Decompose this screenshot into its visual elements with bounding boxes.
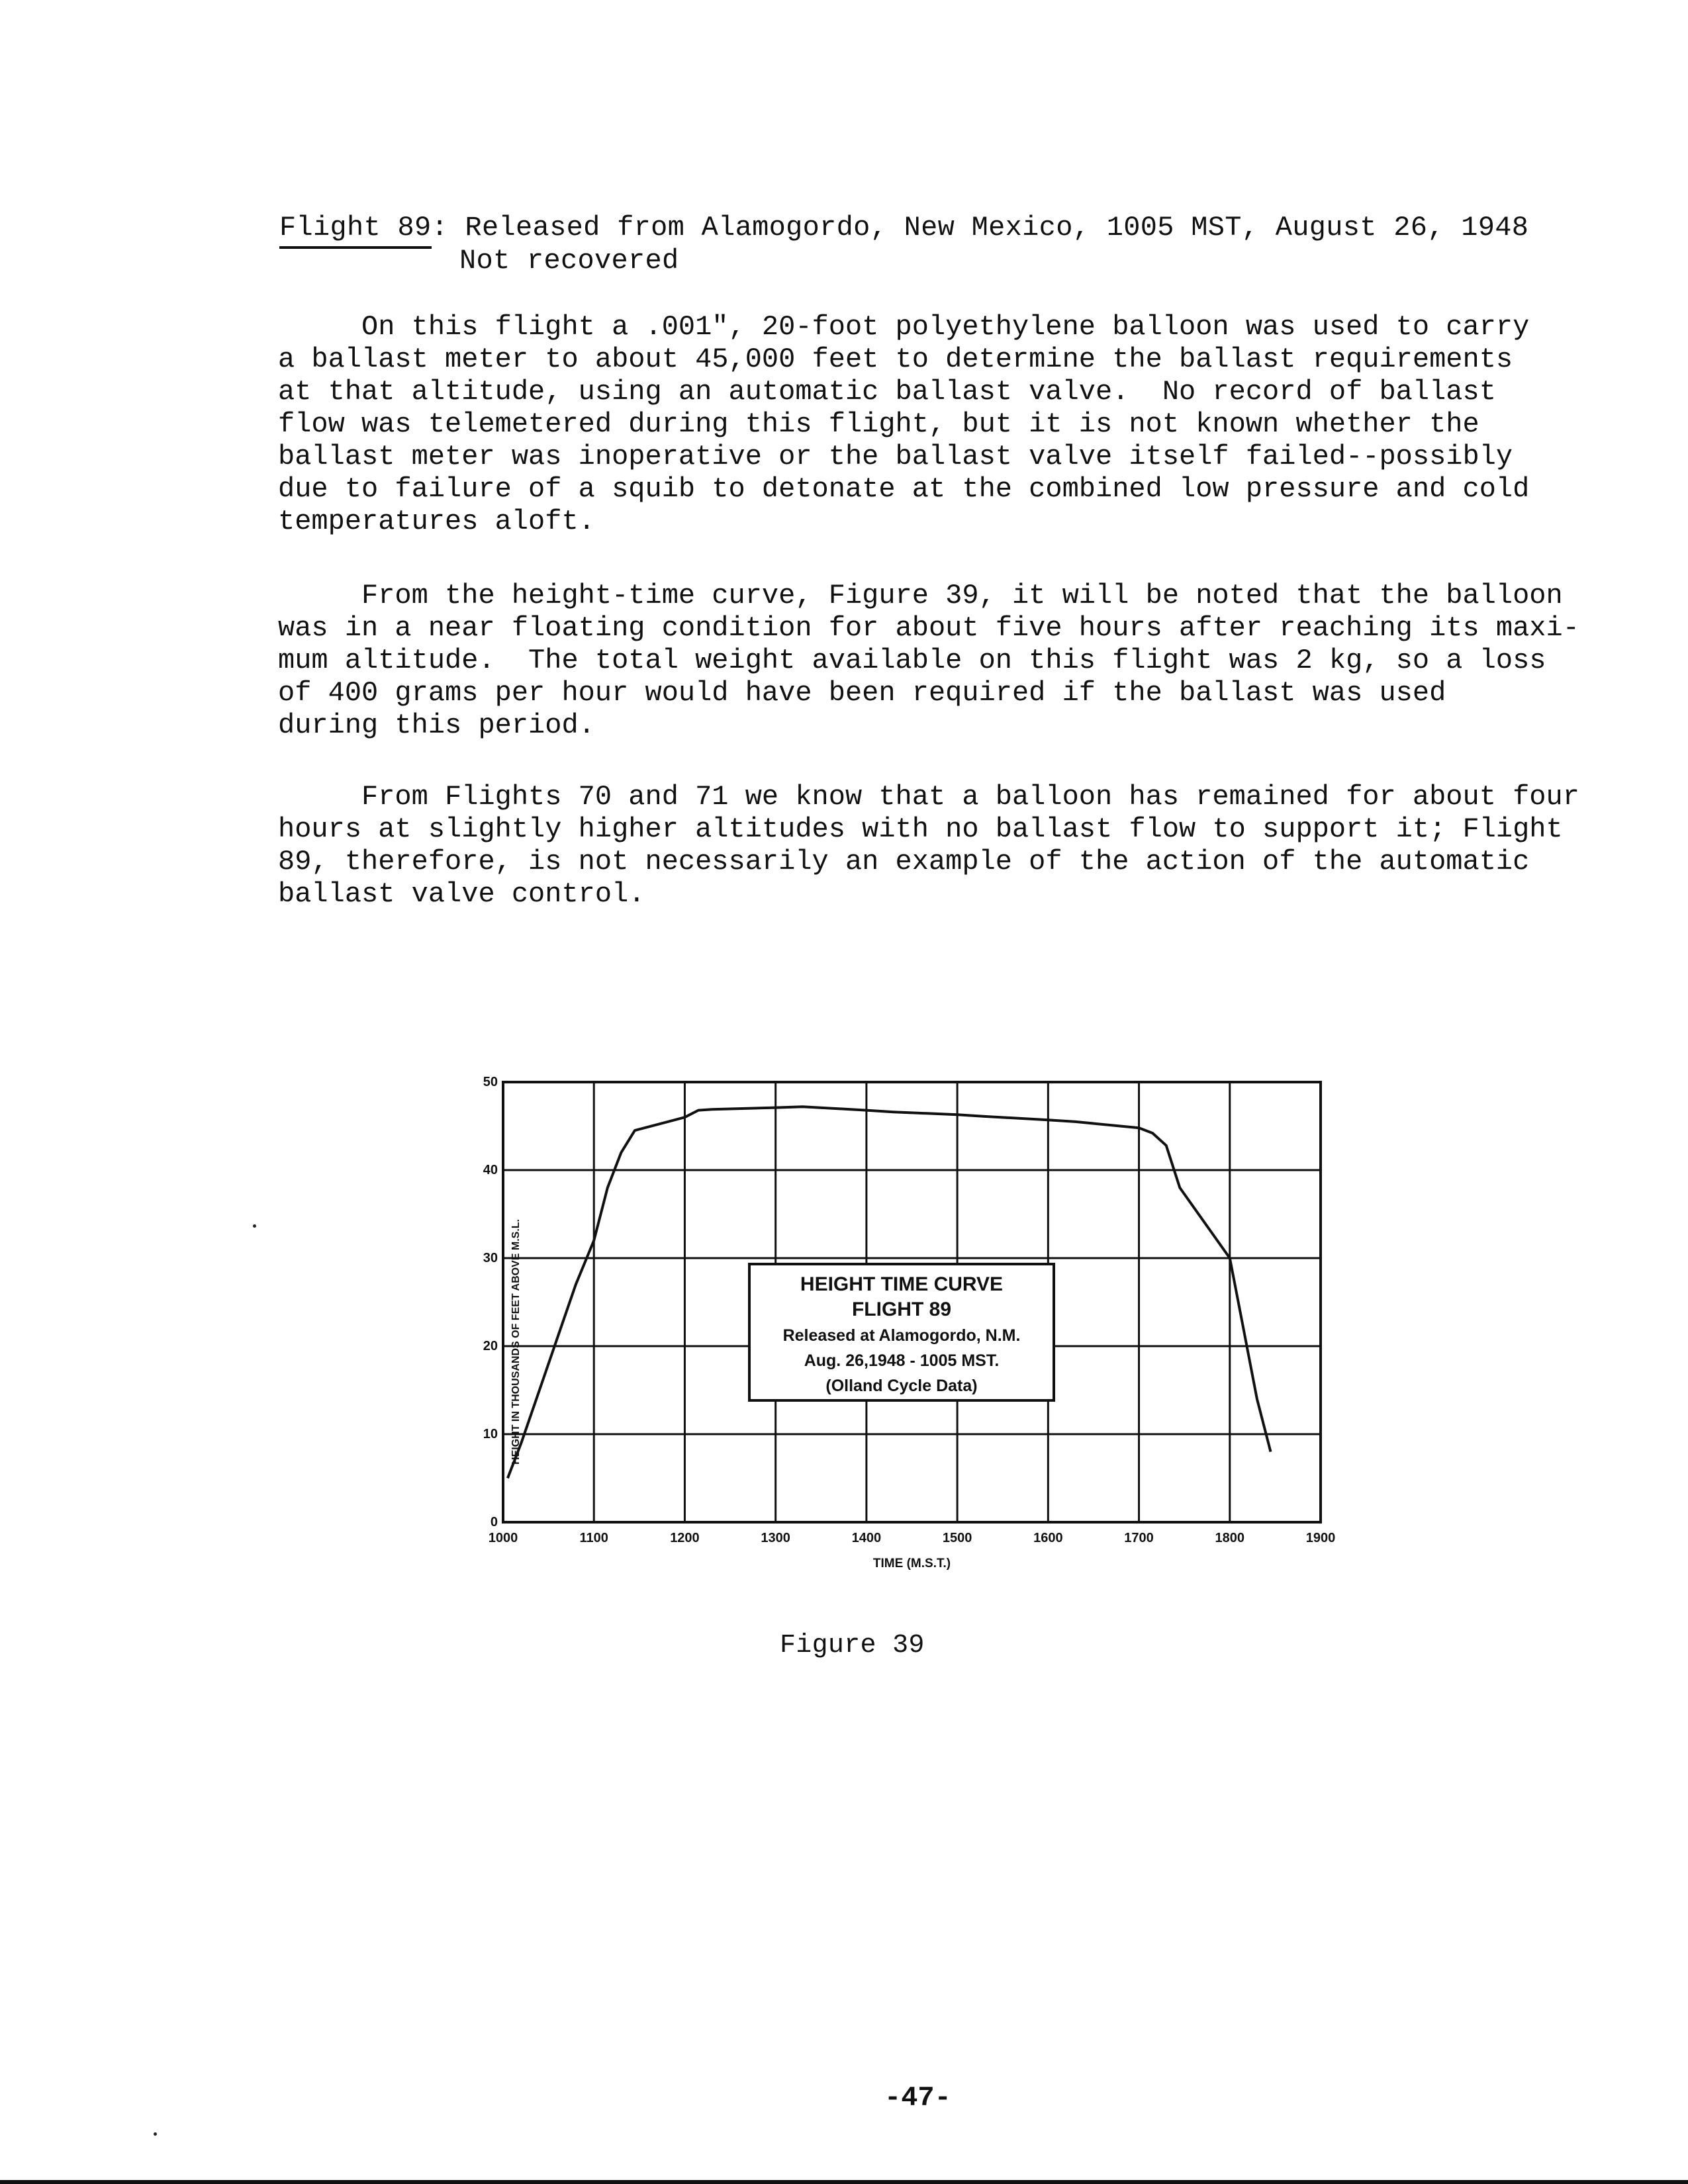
chart-title-line: FLIGHT 89 bbox=[851, 1298, 952, 1320]
y-tick-label: 0 bbox=[490, 1515, 498, 1529]
scan-speck bbox=[154, 2132, 157, 2136]
chart-title-line: Released at Alamogordo, N.M. bbox=[782, 1326, 1021, 1345]
x-tick-label: 1100 bbox=[579, 1531, 608, 1545]
flight-status: Not recovered bbox=[459, 245, 679, 277]
height-time-chart bbox=[463, 1066, 1350, 1582]
y-tick-label: 20 bbox=[483, 1339, 498, 1353]
chart-title-line: HEIGHT TIME CURVE bbox=[800, 1273, 1004, 1295]
paragraph-2 bbox=[278, 580, 1579, 742]
paragraph-line: mum altitude. The total weight available on this flight was 2 kg, so a loss bbox=[278, 645, 1546, 676]
y-tick-label: 40 bbox=[483, 1163, 498, 1177]
paragraph-line: hours at slightly higher altitudes with no ballast flow to support it; Flight bbox=[278, 813, 1563, 845]
y-tick-label: 30 bbox=[483, 1251, 498, 1265]
x-tick-label: 1000 bbox=[488, 1531, 518, 1545]
chart-title-line: (Olland Cycle Data) bbox=[825, 1377, 978, 1395]
chart-title-line: Aug. 26,1948 - 1005 MST. bbox=[804, 1351, 1000, 1370]
paragraph-line: was in a near floating condition for about five hours after reaching its maxi- bbox=[278, 612, 1579, 644]
paragraph-line: during this period. bbox=[278, 709, 595, 741]
page-number: -47- bbox=[884, 2082, 951, 2114]
x-tick-label: 1800 bbox=[1215, 1531, 1245, 1545]
paragraph-line: 89, therefore, is not necessarily an example of the action of the automatic bbox=[278, 846, 1530, 878]
paragraph-line: due to failure of a squib to detonate at the combined low pressure and cold bbox=[278, 473, 1530, 505]
x-tick-label: 1700 bbox=[1124, 1531, 1154, 1545]
paragraph-line: of 400 grams per hour would have been required if the ballast was used bbox=[278, 677, 1446, 709]
paragraph-line: On this flight a .001", 20-foot polyethylene balloon was used to carry bbox=[278, 311, 1530, 343]
paragraph-line: From the height-time curve, Figure 39, it will be noted that the balloon bbox=[278, 580, 1563, 612]
x-tick-label: 1300 bbox=[761, 1531, 790, 1545]
paragraph-1 bbox=[278, 311, 1569, 538]
paragraph-line: ballast meter was inoperative or the ballast valve itself failed--possibly bbox=[278, 441, 1513, 473]
figure-caption: Figure 39 bbox=[780, 1631, 925, 1661]
paragraph-3 bbox=[278, 781, 1579, 911]
paragraph-line: temperatures aloft. bbox=[278, 506, 595, 537]
paragraph-line: a ballast meter to about 45,000 feet to determine the ballast requirements bbox=[278, 343, 1513, 375]
y-tick-label: 50 bbox=[483, 1075, 498, 1089]
y-axis-label: HEIGHT IN THOUSANDS OF FEET ABOVE M.S.L. bbox=[510, 1219, 522, 1465]
scan-bottom-edge bbox=[0, 2180, 1688, 2184]
paragraph-line: From Flights 70 and 71 we know that a balloon has remained for about four bbox=[278, 781, 1579, 813]
scan-speck bbox=[253, 1224, 256, 1228]
x-axis-label: TIME (M.S.T.) bbox=[872, 1557, 951, 1570]
flight-heading: Flight 89: Released from Alamogordo, New Mexico, 1005 MST, August 26, 1948 bbox=[279, 212, 1529, 244]
paragraph-line: ballast valve control. bbox=[278, 878, 645, 910]
paragraph-line: at that altitude, using an automatic ballast valve. No record of ballast bbox=[278, 376, 1496, 408]
x-tick-label: 1600 bbox=[1033, 1531, 1063, 1545]
x-tick-label: 1500 bbox=[942, 1531, 972, 1545]
x-tick-label: 1400 bbox=[851, 1531, 882, 1545]
x-tick-label: 1900 bbox=[1305, 1531, 1336, 1545]
x-tick-label: 1200 bbox=[670, 1531, 700, 1545]
y-tick-label: 10 bbox=[483, 1427, 498, 1441]
heading-underline bbox=[279, 246, 432, 249]
paragraph-line: flow was telemetered during this flight, but it is not known whether the bbox=[278, 408, 1479, 440]
